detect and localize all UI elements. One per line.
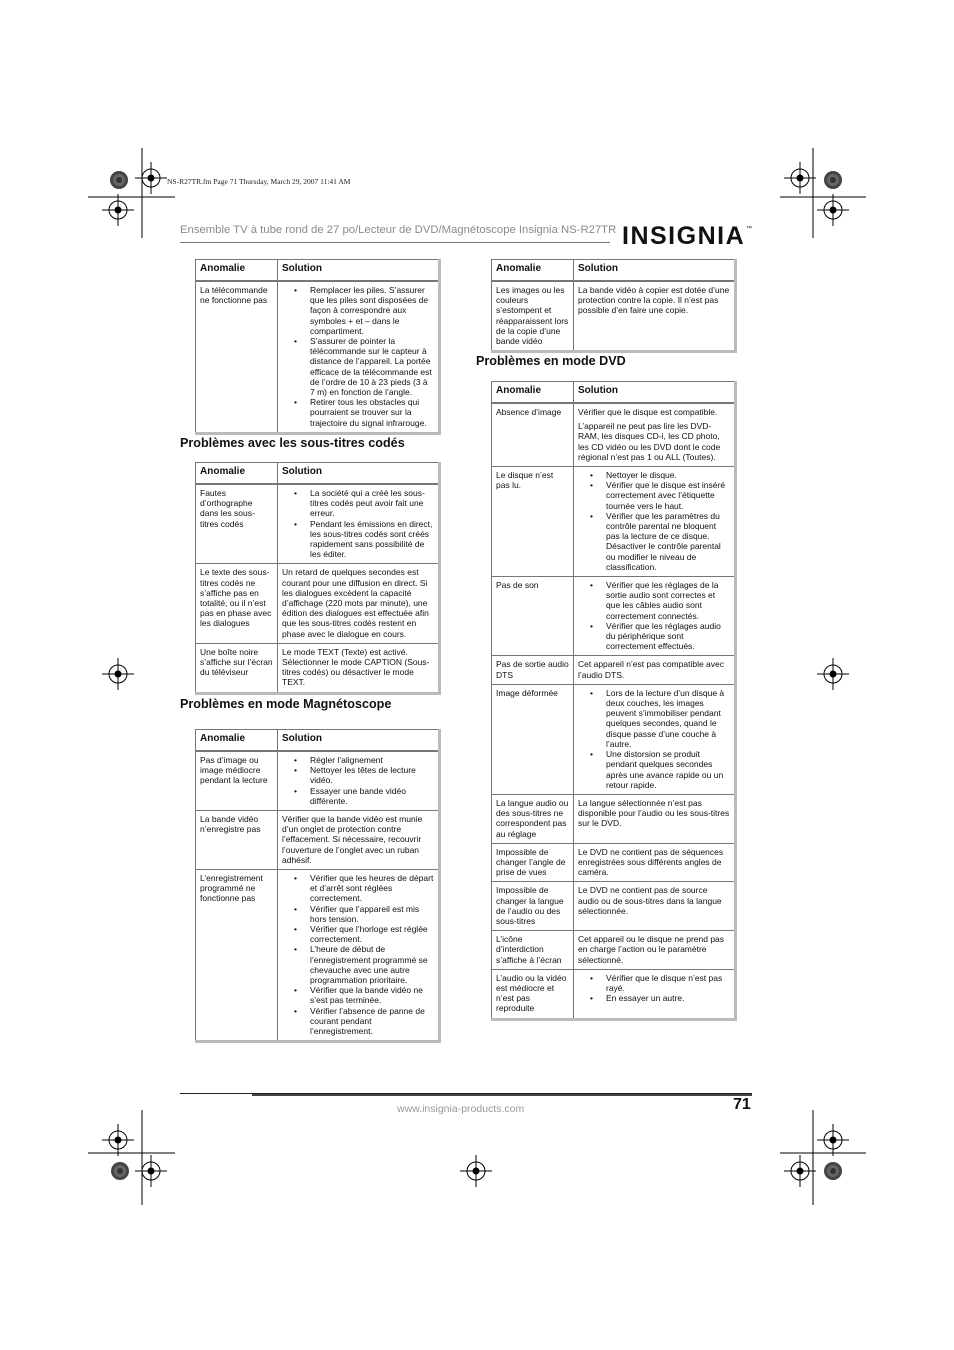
registration-mark-icon (817, 194, 849, 226)
solution-list (282, 488, 434, 559)
column-header-anomaly: Anomalie (492, 382, 574, 404)
list-item: • Vérifier que les réglages de la sortie audio sont correctes et que les câbles audio sont correctement connectés. (606, 580, 730, 621)
section-title-captions: Problèmes avec les sous-titres codés (180, 436, 405, 450)
anomaly-cell: La bande vidéo n’enregistre pas (196, 811, 278, 870)
solution-cell (574, 281, 736, 352)
solution-cell (278, 751, 440, 811)
table-row (492, 577, 736, 656)
file-slug: NS-R27TR.fm Page 71 Thursday, March 29, 2007 11:41 AM (167, 177, 351, 186)
list-item: • L’heure de début de l’enregistrement programmé se chevauche avec une autre programmation prioritaire. (310, 944, 434, 985)
anomaly-cell: L’audio ou la vidéo est médiocre et n’est pas reproduite (492, 969, 574, 1019)
column-header-anomaly: Anomalie (196, 463, 278, 485)
table-row (196, 643, 440, 693)
list-item: • Vérifier que les réglages audio du périphérique sont correctement effectués. (606, 621, 730, 652)
anomaly-cell: Les images ou les couleurs s’estompent et réapparaissent lors de la copie d’une bande vidéo (492, 281, 574, 352)
list-item: • Régler l’alignement (310, 755, 434, 765)
table-row (196, 870, 440, 1042)
solution-cell (574, 843, 736, 882)
page-number: 71 (733, 1096, 751, 1113)
table-row (196, 751, 440, 811)
list-item: • Vérifier l’absence de panne de courant pendant l’enregistrement. (310, 1006, 434, 1037)
list-item: • Vérifier que le disque n’est pas rayé. (606, 973, 730, 993)
column-header-solution: Solution (574, 382, 736, 404)
section-title-dvd: Problèmes en mode DVD (476, 354, 626, 368)
dvd-troubleshooting-table (491, 381, 737, 1021)
table-row (492, 467, 736, 577)
remote-troubleshooting-table (195, 259, 441, 435)
anomaly-cell: Pas d’image ou image médiocre pendant la lecture (196, 751, 278, 811)
list-item: • La société qui a créé les sous-titres codés peut avoir fait une erreur. (310, 488, 434, 519)
solution-cell (278, 870, 440, 1042)
table-row (492, 656, 736, 684)
list-item: • Lors de la lecture d’un disque à deux couches, les images peuvent s’immobiliser pendant quelques secondes, quand le disque passe d’une couche à l’autre. (606, 688, 730, 749)
registration-mark-icon (817, 1124, 849, 1156)
registration-mark-icon (460, 1155, 492, 1187)
solution-text: Le DVD ne contient pas de séquences enregistrées sous différents angles de caméra. (578, 846, 724, 878)
solution-cell (574, 882, 736, 931)
anomaly-cell: Impossible de changer la langue de l’audio ou des sous-titres (492, 882, 574, 931)
list-item: • Vérifier que la bande vidéo ne s’est pas terminée. (310, 985, 434, 1005)
footer-rule-thick (252, 1094, 752, 1096)
column-header-solution: Solution (574, 260, 736, 282)
registration-mark-icon (135, 1155, 167, 1187)
anomaly-cell: La langue audio ou des sous-titres ne correspondent pas au réglage (492, 794, 574, 843)
column-header-anomaly: Anomalie (196, 730, 278, 752)
solution-cell (278, 281, 440, 433)
solution-cell (574, 969, 736, 1019)
list-item: • Pendant les émissions en direct, les sous-titres codés sont créés rapidement sans possibilité de les éditer. (310, 519, 434, 560)
list-item: • Retirer tous les obstacles qui pourraient se trouver sur la trajectoire du signal infrarouge. (310, 397, 434, 428)
anomaly-cell: Une boîte noire s’affiche sur l’écran du téléviseur (196, 643, 278, 693)
table-row (492, 684, 736, 794)
vcr-troubleshooting-table (195, 729, 441, 1043)
column-header-solution: Solution (278, 463, 440, 485)
registration-mark-icon (784, 1155, 816, 1187)
list-item: • Vérifier que les paramètres du contrôle parental ne bloquent pas la lecture de ce disque. Désactiver le contrôle parental ou modifier le niveau de classification. (606, 511, 730, 572)
solution-cell (278, 643, 440, 693)
solution-list (578, 973, 730, 1004)
solution-text: Le DVD ne contient pas de source audio ou de sous-titres dans la langue sélectionnée. (578, 885, 722, 916)
solution-text: Cet appareil ou le disque ne prend pas en charge l’action ou le paramètre sélectionné. (578, 934, 725, 965)
solution-list (282, 873, 434, 1036)
list-item: • Nettoyer les têtes de lecture vidéo. (310, 765, 434, 785)
solution-list (578, 470, 730, 572)
solution-text: Cet appareil n’est pas compatible avec l’audio DTS. (578, 659, 724, 680)
color-bar-icon (111, 1162, 129, 1180)
column-header-anomaly: Anomalie (196, 260, 278, 282)
list-item: • Une distorsion se produit pendant quelques secondes après une avance rapide ou un retour rapide. (606, 749, 730, 790)
color-bar-icon (824, 1162, 842, 1180)
list-item: • Vérifier que le disque est inséré correctement avec l’étiquette tournée vers le haut. (606, 480, 730, 511)
copy-troubleshooting-table (491, 259, 737, 353)
table-row (196, 564, 440, 643)
logo-tm: ™ (746, 226, 752, 232)
column-header-solution: Solution (278, 260, 440, 282)
list-item: • Vérifier que les heures de départ et d’arrêt sont réglées correctement. (310, 873, 434, 904)
registration-mark-icon (784, 162, 816, 194)
solution-cell (574, 403, 736, 467)
list-item: • Vérifier que l’horloge est réglée correctement. (310, 924, 434, 944)
solution-text: L’appareil ne peut pas lire les DVD-RAM, les disques CD-i, les CD photo, les CD vidéo ou les DVD dont le code régional n’est pas 1 ou ALL (Toutes). (578, 421, 721, 462)
page-header-title: Ensemble TV à tube rond de 27 po/Lecteur de DVD/Magnétoscope Insignia NS-R27TR (180, 224, 617, 236)
anomaly-cell: Le disque n’est pas lu. (492, 467, 574, 577)
solution-cell (278, 811, 440, 870)
solution-cell (574, 794, 736, 843)
table-row (492, 882, 736, 931)
table-row (196, 484, 440, 564)
registration-mark-icon (102, 194, 134, 226)
table-row (492, 969, 736, 1019)
solution-cell (574, 684, 736, 794)
solution-text: La langue sélectionnée n’est pas disponible pour l’audio ou les sous-titres sur le DVD. (578, 797, 730, 829)
solution-list (282, 755, 434, 806)
anomaly-cell: L’enregistrement programmé ne fonctionne pas (196, 870, 278, 1042)
anomaly-cell: La télécommande ne fonctionne pas (196, 281, 278, 433)
header-rule (180, 242, 610, 243)
table-row (196, 281, 440, 433)
solution-text: Vérifier que le disque est compatible. (578, 407, 718, 417)
column-header-solution: Solution (278, 730, 440, 752)
anomaly-cell: Image déformée (492, 684, 574, 794)
anomaly-cell: Impossible de changer l’angle de prise de vues (492, 843, 574, 882)
table-row (492, 843, 736, 882)
anomaly-cell: Absence d’image (492, 403, 574, 467)
list-item: • S’assurer de pointer la télécommande sur le capteur à distance de l’appareil. La portée efficace de la télécommande est de l’ordre de 10 à 23 pieds (3 à 7 m) en fonction de l’angle. (310, 336, 434, 397)
solution-text: Un retard de quelques secondes est courant pour une diffusion en direct. Si les dialogues excèdent la capacité d’affichage (220 mots par minute), une édition des dialogues est effectuée afin que les sous-titres codés restent en phase avec le dialogue en cours. (282, 567, 429, 639)
insignia-logo (620, 219, 755, 249)
anomaly-cell: L’icône d’interdiction s’affiche à l’écran (492, 931, 574, 970)
registration-mark-icon (135, 162, 167, 194)
solution-list (282, 285, 434, 428)
list-item: • Nettoyer le disque. (606, 470, 730, 480)
solution-cell (278, 484, 440, 564)
list-item: • Essayer une bande vidéo différente. (310, 786, 434, 806)
registration-mark-icon (817, 658, 849, 690)
anomaly-cell: Pas de son (492, 577, 574, 656)
column-header-anomaly: Anomalie (492, 260, 574, 282)
section-title-vcr: Problèmes en mode Magnétoscope (180, 697, 392, 711)
solution-cell (574, 467, 736, 577)
table-row (492, 794, 736, 843)
list-item: • Remplacer les piles. S’assurer que les piles sont disposées de façon à correspondre aux symboles + et – dans le compartiment. (310, 285, 434, 336)
footer-url: www.insignia-products.com (397, 1103, 525, 1115)
solution-list (578, 580, 730, 651)
anomaly-cell: Pas de sortie audio DTS (492, 656, 574, 684)
solution-cell (574, 656, 736, 684)
solution-cell (574, 577, 736, 656)
logo-text: INSIGNIA (622, 222, 746, 249)
table-row (492, 281, 736, 352)
registration-mark-icon (102, 658, 134, 690)
solution-list (578, 688, 730, 790)
color-bar-icon (110, 171, 128, 189)
list-item: • Vérifier que l’appareil est mis hors tension. (310, 904, 434, 924)
captions-troubleshooting-table (195, 462, 441, 695)
solution-text: Vérifier que la bande vidéo est munie d’un onglet de protection contre l’effacement. Si nécessaire, recouvrir l’ouverture de l’onglet avec un ruban adhésif. (282, 814, 423, 865)
color-bar-icon (824, 171, 842, 189)
solution-text: Le mode TEXT (Texte) est activé. Sélectionner le mode CAPTION (Sous-titres codés) ou désactiver le mode TEXT. (282, 646, 430, 688)
list-item: • En essayer un autre. (606, 993, 730, 1003)
solution-cell (278, 564, 440, 643)
solution-cell (574, 931, 736, 970)
table-row (492, 403, 736, 467)
registration-mark-icon (102, 1124, 134, 1156)
solution-text: La bande vidéo à copier est dotée d’une protection contre la copie. Il n’est pas possible d’en faire une copie. (578, 285, 730, 316)
table-row (492, 931, 736, 970)
table-row (196, 811, 440, 870)
anomaly-cell: Fautes d’orthographe dans les sous-titres codés (196, 484, 278, 564)
anomaly-cell: Le texte des sous-titres codés ne s’affiche pas en totalité, ou il n’est pas en phase avec les dialogues (196, 564, 278, 643)
